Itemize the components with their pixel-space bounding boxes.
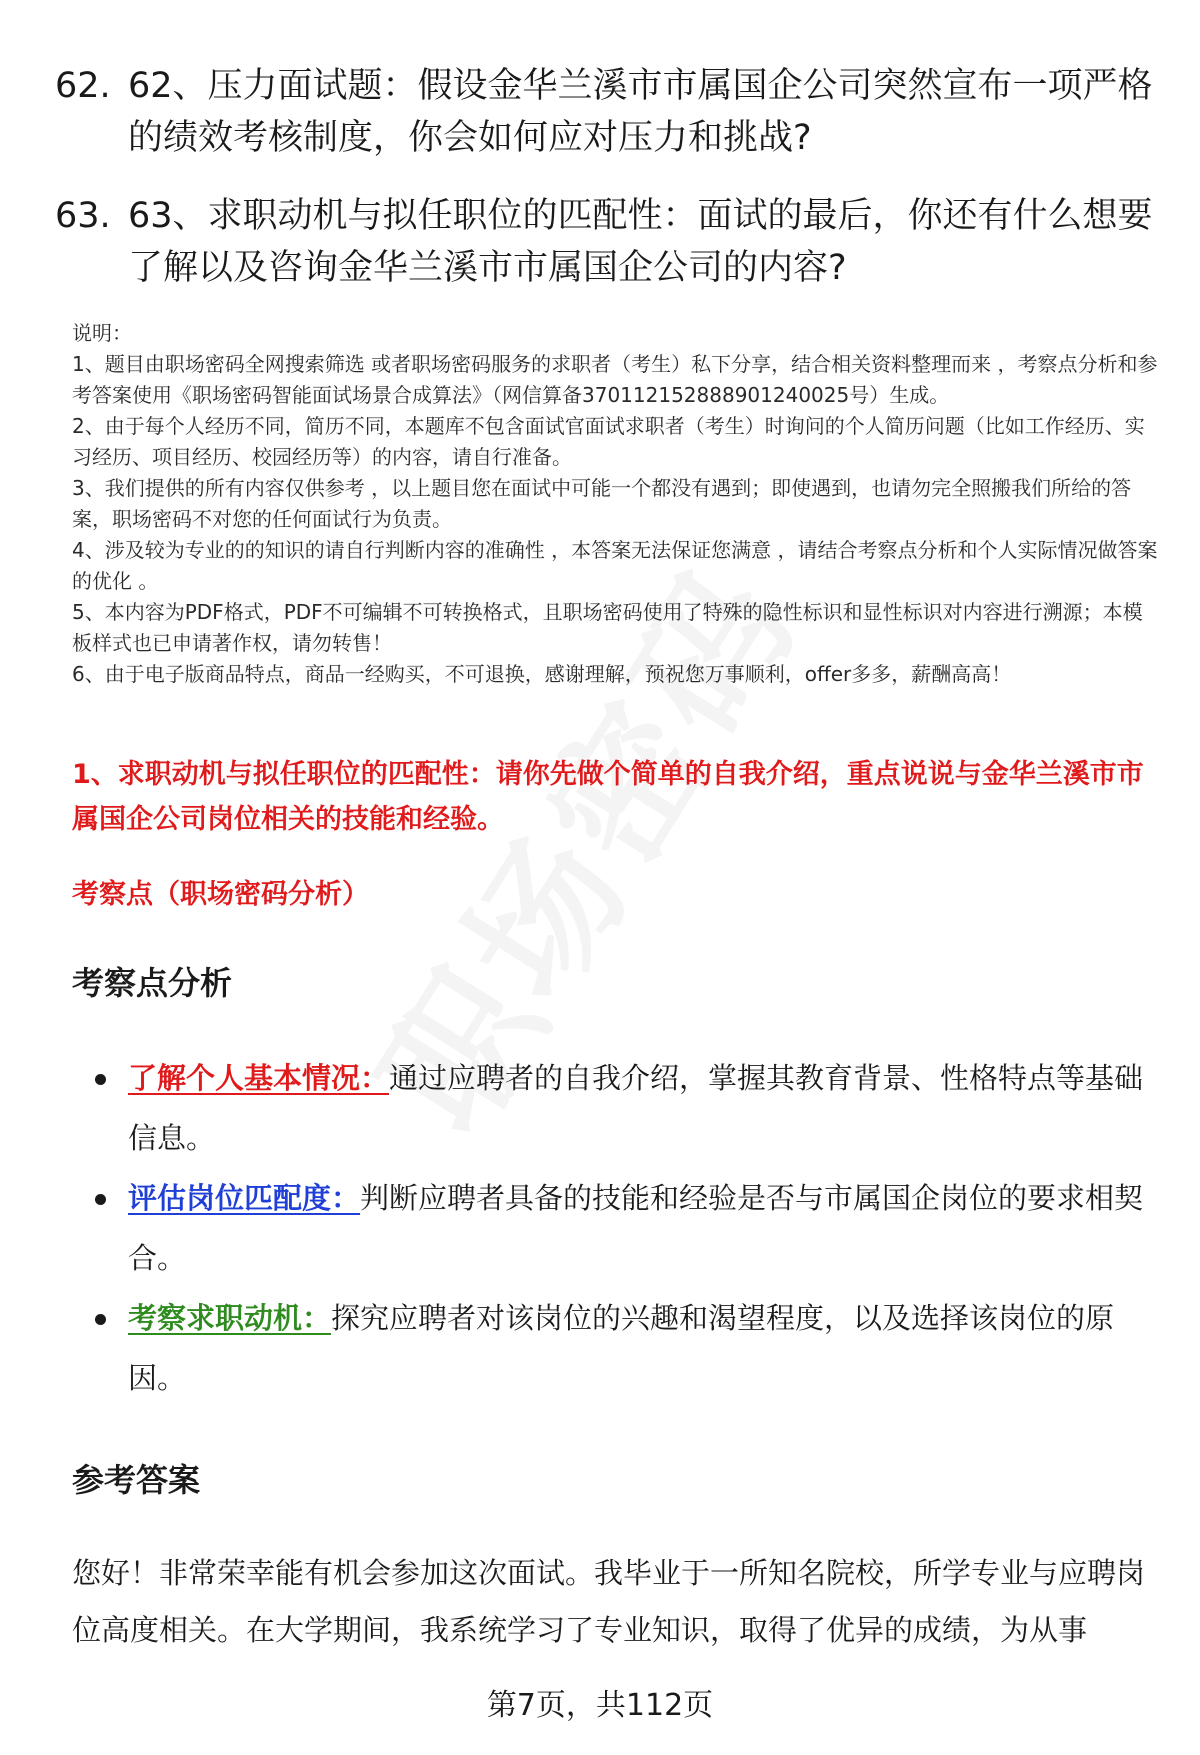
analysis-point-lead: 考察求职动机：	[128, 1301, 332, 1335]
notes-title: 说明：	[72, 321, 132, 345]
answer-heading: 参考答案	[72, 1461, 201, 1499]
analysis-point-text: 探究应聘者对该岗位的兴趣和渴望程度，以及选择该岗位的原因。	[128, 1301, 1115, 1395]
answer-text: 您好！非常荣幸能有机会参加这次面试。我毕业于一所知名院校，所学专业与应聘岗位高度相关。在大学期间，我系统学习了专业知识，取得了优异的成绩，为从事	[72, 1556, 1146, 1647]
bullet-dot-icon	[95, 1074, 106, 1085]
bullet-dot-icon	[95, 1314, 106, 1325]
list-number: 63.	[55, 196, 111, 236]
analysis-point-lead: 评估岗位匹配度：	[128, 1181, 361, 1215]
analysis-point-text: 通过应聘者的自我介绍，掌握其教育背景、性格特点等基础信息。	[128, 1061, 1144, 1155]
analysis-list	[95, 1048, 1155, 1408]
page-footer: 第7页，共112页	[486, 1688, 714, 1723]
interview-question-title: 1、求职动机与拟任职位的匹配性：请你先做个简单的自我介绍，重点说说与金华兰溪市市属国企公司岗位相关的技能和经验。	[72, 759, 1144, 835]
list-number: 62.	[55, 66, 111, 106]
list-item	[95, 1048, 1155, 1168]
note-item: 6、由于电子版商品特点，商品一经购买，不可退换，感谢理解，预祝您万事顺利，offer多多，薪酬高高！	[72, 662, 1012, 686]
question-63	[55, 190, 1155, 294]
question-text: 62、压力面试题：假设金华兰溪市市属国企公司突然宣布一项严格的绩效考核制度，你会如何应对压力和挑战?	[128, 66, 1153, 158]
analysis-heading: 考察点分析	[72, 964, 233, 1002]
list-item	[95, 1288, 1155, 1408]
disclaimer-notes	[72, 318, 1162, 690]
question-text: 63、求职动机与拟任职位的匹配性：面试的最后，你还有什么想要了解以及咨询金华兰溪市市属国企公司的内容?	[128, 196, 1153, 288]
question-62	[55, 60, 1155, 164]
note-item: 2、由于每个人经历不同，简历不同，本题库不包含面试官面试求职者（考生）时询问的个人简历问题（比如工作经历、实习经历、项目经历、校园经历等）的内容，请自行准备。	[72, 414, 1145, 469]
note-item: 4、涉及较为专业的的知识的请自行判断内容的准确性 ，本答案无法保证您满意 ，请结合考察点分析和个人实际情况做答案的优化 。	[72, 538, 1158, 593]
analysis-point-text: 判断应聘者具备的技能和经验是否与市属国企岗位的要求相契合。	[128, 1181, 1144, 1275]
bullet-dot-icon	[95, 1194, 106, 1205]
note-item: 3、我们提供的所有内容仅供参考 ，以上题目您在面试中可能一个都没有遇到；即使遇到，也请勿完全照搬我们所给的答案，职场密码不对您的任何面试行为负责。	[72, 476, 1132, 531]
note-item: 1、题目由职场密码全网搜索筛选 或者职场密码服务的求职者（考生）私下分享，结合相关资料整理而来 ，考察点分析和参考答案使用《职场密码智能面试场景合成算法》（网信算备370112152888901240025号）生成。	[72, 352, 1158, 407]
kaochadian-label: 考察点（职场密码分析）	[72, 879, 369, 910]
note-item: 5、本内容为PDF格式，PDF不可编辑不可转换格式，且职场密码使用了特殊的隐性标识和显性标识对内容进行溯源；本模板样式也已申请著作权，请勿转售！	[72, 600, 1143, 655]
list-item	[95, 1168, 1155, 1288]
analysis-point-lead: 了解个人基本情况：	[128, 1061, 390, 1095]
